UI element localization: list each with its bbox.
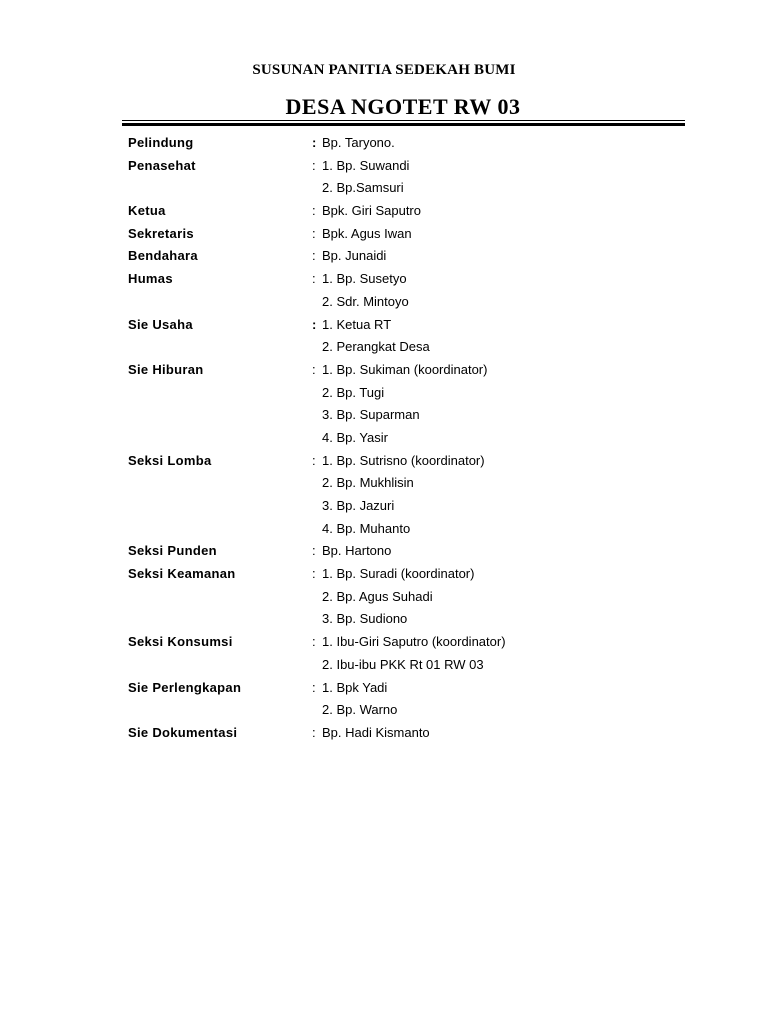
member-name: 1. Bp. Suradi (koordinator) <box>322 566 475 582</box>
member-name: Bp. Hadi Kismanto <box>322 724 430 740</box>
role-label: Seksi Konsumsi <box>128 634 233 650</box>
committee-row <box>128 633 688 656</box>
member-name: Bp. Taryono. <box>322 135 395 150</box>
colon-separator: : <box>312 248 316 264</box>
member-name: 1. Bp. Susetyo <box>322 271 407 287</box>
committee-row <box>128 270 688 293</box>
committee-row <box>128 588 688 611</box>
colon-separator: : <box>312 316 317 332</box>
member-name: 1. Bp. Sutrisno (koordinator) <box>322 452 485 468</box>
role-label: Sie Hiburan <box>128 361 204 377</box>
colon-separator: : <box>312 724 316 740</box>
colon-separator: : <box>312 679 316 695</box>
member-name: 1. Bp. Sukiman (koordinator) <box>322 361 488 377</box>
member-name: 2. Bp. Mukhlisin <box>322 475 414 491</box>
colon-separator: : <box>312 452 316 468</box>
committee-row <box>128 542 688 565</box>
member-name: Bp. Junaidi <box>322 248 387 264</box>
committee-row <box>128 656 688 679</box>
document-subtitle: SUSUNAN PANITIA SEDEKAH BUMI <box>252 62 516 78</box>
role-label: Seksi Lomba <box>128 452 212 468</box>
committee-row <box>128 202 688 225</box>
member-name: Bpk. Agus Iwan <box>322 225 412 241</box>
member-name: 3. Bp. Jazuri <box>322 498 395 513</box>
colon-separator: : <box>312 361 316 377</box>
member-name: 3. Bp. Sudiono <box>322 611 408 627</box>
role-label: Pelindung <box>128 135 194 150</box>
colon-separator: : <box>312 157 316 173</box>
committee-row <box>128 406 688 429</box>
member-name: 2. Bp. Warno <box>322 702 398 718</box>
member-name: 4. Bp. Muhanto <box>322 520 411 536</box>
member-name: 1. Ketua RT <box>322 316 392 332</box>
colon-separator: : <box>312 203 316 219</box>
member-name: Bp. Hartono <box>322 543 392 559</box>
document-title: DESA NGOTET RW 03 <box>285 94 521 119</box>
colon-separator: : <box>312 271 316 287</box>
role-label: Ketua <box>128 203 166 219</box>
member-name: 3. Bp. Suparman <box>322 407 420 423</box>
committee-row <box>128 610 688 633</box>
header-divider-thin <box>122 120 685 121</box>
committee-row <box>128 157 688 180</box>
member-name: 4. Bp. Yasir <box>322 429 388 445</box>
committee-row <box>128 293 688 316</box>
committee-list <box>128 134 688 747</box>
member-name: 1. Bp. Suwandi <box>322 157 410 173</box>
member-name: 2. Ibu-ibu PKK Rt 01 RW 03 <box>322 656 484 672</box>
colon-separator: : <box>312 634 316 650</box>
header-divider-thick <box>122 123 685 126</box>
member-name: 2. Sdr. Mintoyo <box>322 293 409 309</box>
role-label: Bendahara <box>128 248 198 264</box>
member-name: Bpk. Giri Saputro <box>322 203 421 219</box>
role-label: Seksi Punden <box>128 543 217 559</box>
role-label: Sie Dokumentasi <box>128 724 238 740</box>
role-label: Humas <box>128 271 173 287</box>
committee-row <box>128 179 688 202</box>
role-label: Sie Usaha <box>128 316 193 332</box>
committee-row <box>128 497 688 520</box>
committee-row <box>128 520 688 543</box>
committee-row <box>128 701 688 724</box>
committee-row <box>128 724 688 747</box>
member-name: 2. Perangkat Desa <box>322 339 430 355</box>
colon-separator: : <box>312 135 317 150</box>
committee-row <box>128 565 688 588</box>
member-name: 2. Bp. Agus Suhadi <box>322 588 433 604</box>
member-name: 2. Bp. Tugi <box>322 384 385 400</box>
member-name: 1. Ibu-Giri Saputro (koordinator) <box>322 634 506 650</box>
colon-separator: : <box>312 566 316 582</box>
committee-row <box>128 474 688 497</box>
committee-row <box>128 134 688 157</box>
committee-row <box>128 338 688 361</box>
committee-row <box>128 247 688 270</box>
role-label: Seksi Keamanan <box>128 566 236 582</box>
committee-row <box>128 452 688 475</box>
committee-row <box>128 429 688 452</box>
role-label: Penasehat <box>128 157 196 173</box>
committee-row <box>128 361 688 384</box>
committee-row <box>128 225 688 248</box>
member-name: 2. Bp.Samsuri <box>322 180 404 196</box>
committee-row <box>128 384 688 407</box>
role-label: Sekretaris <box>128 225 194 241</box>
member-name: 1. Bpk Yadi <box>322 679 388 695</box>
colon-separator: : <box>312 225 316 241</box>
committee-row <box>128 679 688 702</box>
role-label: Sie Perlengkapan <box>128 679 242 695</box>
committee-row <box>128 316 688 339</box>
colon-separator: : <box>312 543 316 559</box>
